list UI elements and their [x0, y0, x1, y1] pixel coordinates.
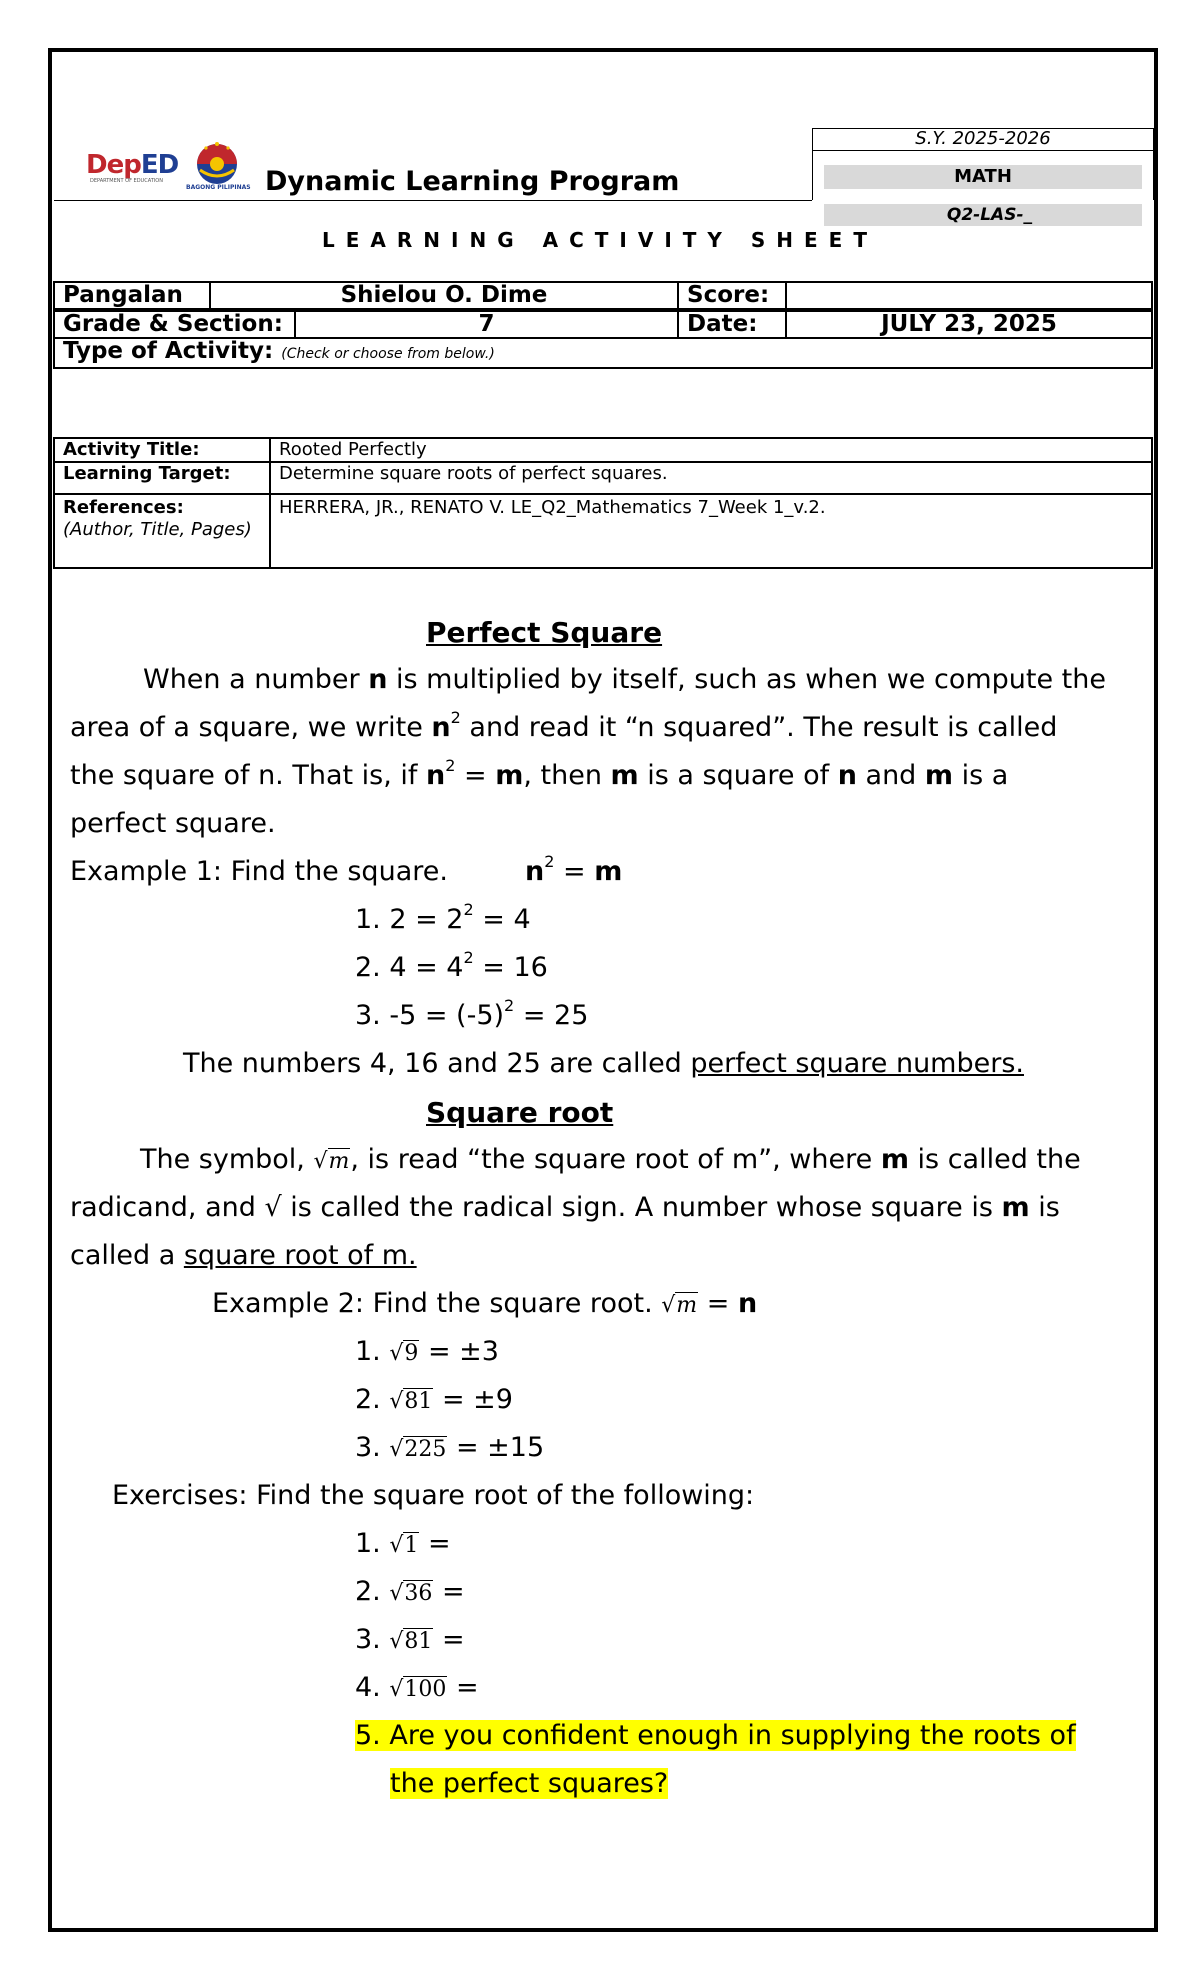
- paragraph1-line1: When a number n is multiplied by itself, such as when we compute the: [143, 664, 1106, 695]
- summary-sentence: The numbers 4, 16 and 25 are called perfect square numbers.: [183, 1048, 1024, 1079]
- exercise-question-line2: the perfect squares?: [390, 1768, 669, 1799]
- heading-square-root: Square root: [426, 1096, 614, 1129]
- exercise-item-3[interactable]: 3. √81 =: [355, 1624, 465, 1655]
- program-title: Dynamic Learning Program: [265, 166, 680, 197]
- paragraph2-line3: called a square root of m.: [70, 1240, 417, 1271]
- school-year: S.Y. 2025-2026: [915, 128, 1051, 149]
- student-info-table: [53, 281, 1153, 310]
- subject-label: MATH: [824, 165, 1142, 189]
- learning-target-label: Learning Target:: [54, 462, 270, 494]
- example1-formula: $n^2 = m$: [525, 852, 623, 887]
- example1-label: Example 1: Find the square.: [70, 856, 448, 887]
- example1-item-1: 1. $2 = 2^2 = 4$: [355, 900, 531, 935]
- references-label: References:: [63, 497, 184, 518]
- type-note: (Check or choose from below.): [281, 346, 495, 362]
- type-of-activity-row: [54, 338, 1152, 368]
- school-year-divider: [812, 150, 1154, 151]
- name-label: Pangalan: [54, 282, 210, 309]
- references-value: HERRERA, JR., RENATO V. LE_Q2_Mathematics 7_Week 1_v.2.: [270, 494, 1152, 568]
- date-label: Date:: [678, 311, 786, 338]
- example2-item-1: 1. √9 = ±3: [355, 1336, 499, 1367]
- name-value[interactable]: Shielou O. Dime: [210, 282, 678, 309]
- paragraph2-line1: The symbol, √m, is read “the square root of m”, where m is called the: [140, 1144, 1081, 1175]
- exercise-item-2[interactable]: 2. √36 =: [355, 1576, 465, 1607]
- type-label: Type of Activity:: [63, 338, 274, 364]
- example2-item-3: 3. √225 = ±15: [355, 1432, 545, 1463]
- exercise-item-1[interactable]: 1. √1 =: [355, 1528, 451, 1559]
- paragraph1-line2: area of a square, we write $n^2$ and read it “n squared”. The result is called: [70, 708, 1058, 743]
- references-label-cell: [54, 494, 270, 568]
- date-value[interactable]: JULY 23, 2025: [786, 311, 1152, 338]
- seal-caption: BAGONG PILIPINAS: [186, 184, 251, 191]
- activity-title-label: Activity Title:: [54, 438, 270, 462]
- sheet-title: LEARNING ACTIVITY SHEET: [322, 228, 878, 252]
- bagong-pilipinas-seal-icon: [188, 140, 246, 186]
- exercise-question-line1: 5. Are you confident enough in supplying the roots of: [355, 1720, 1076, 1751]
- example2-item-2: 2. √81 = ±9: [355, 1384, 513, 1415]
- grade-date-table: [53, 310, 1153, 369]
- header-divider: [54, 200, 812, 201]
- example2-label: Example 2: Find the square root. √m = n: [212, 1288, 758, 1319]
- paragraph1-line3: the square of n. That is, if $n^2 = m$, then m is a square of n and m is a: [70, 756, 1009, 791]
- score-value[interactable]: [786, 282, 1152, 309]
- learning-target-value: Determine square roots of perfect squares.: [270, 462, 1152, 494]
- example1-item-2: 2. $4 = 4^2 = 16$: [355, 948, 548, 983]
- exercise-item-4[interactable]: 4. √100 =: [355, 1672, 479, 1703]
- paragraph1-line4: perfect square.: [70, 808, 276, 839]
- activity-code: Q2-LAS-_: [824, 204, 1142, 226]
- deped-logo-caption: DEPARTMENT OF EDUCATION: [90, 178, 163, 184]
- grade-label: Grade & Section:: [54, 311, 295, 338]
- deped-logo: DepED: [86, 150, 179, 180]
- references-note: (Author, Title, Pages): [63, 519, 252, 540]
- exercises-label: Exercises: Find the square root of the following:: [112, 1480, 755, 1511]
- example1-item-3: 3. $-5 = (-5)^2 = 25$: [355, 996, 589, 1031]
- heading-perfect-square: Perfect Square: [426, 616, 663, 649]
- score-label: Score:: [678, 282, 786, 309]
- activity-details-table: [53, 437, 1153, 569]
- activity-title-value: Rooted Perfectly: [270, 438, 1152, 462]
- grade-value[interactable]: 7: [295, 311, 678, 338]
- paragraph2-line2: radicand, and √ is called the radical sign. A number whose square is m is: [70, 1192, 1060, 1223]
